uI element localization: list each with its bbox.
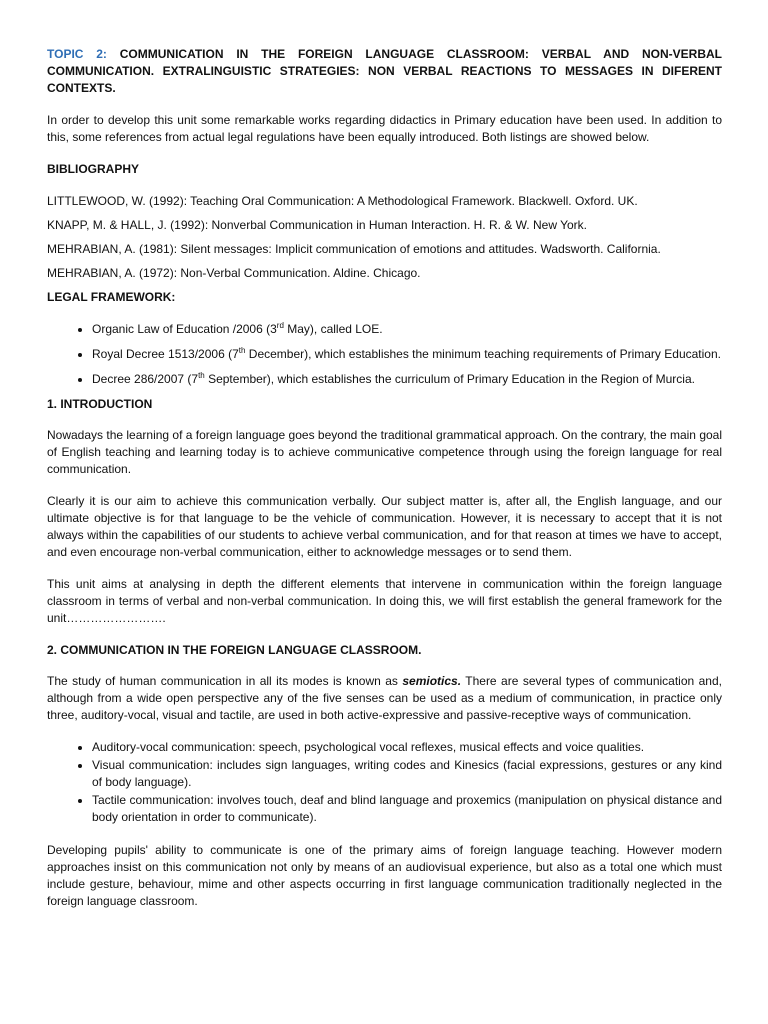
- paragraph-text: The study of human communication in all its modes is known as: [47, 674, 403, 688]
- topic-label: TOPIC 2:: [47, 47, 107, 61]
- communication-types-list: [47, 739, 722, 826]
- semiotics-term: semiotics.: [402, 674, 462, 688]
- section-1-paragraph: This unit aims at analysing in depth the different elements that intervene in communication within the foreign language classroom in terms of verbal and non-verbal communication. In doing this, we will first establish the general framework for the unit…………………….: [47, 577, 722, 625]
- legal-item-text: Decree 286/2007 (7: [92, 372, 199, 386]
- paragraph-text: There are several types of communication and, although from a wide open perspective any of the five senses can be used as a medium of communication, in practice only three, auditory-vocal, visual and tactile, are used in both active-expressive and passive-receptive ways of communication.: [47, 674, 722, 722]
- communication-type-item: • Tactile communication: involves touch, deaf and blind language and proxemics (manipulation on physical distance and body orientation in order to communicate).: [92, 792, 722, 826]
- legal-item-text: September), which establishes the curriculum of Primary Education in the Region of Murcia.: [204, 372, 695, 386]
- topic-title: [47, 46, 722, 97]
- bibliography-item: MEHRABIAN, A. (1972): Non-Verbal Communication. Aldine. Chicago.: [47, 266, 421, 280]
- intro-paragraph: In order to develop this unit some remarkable works regarding didactics in Primary education have been used. In addition to this, some references from actual legal regulations have been equally introduced. Both listings are showed below.: [47, 113, 722, 144]
- document-page: [47, 46, 722, 925]
- section-2-heading: 2. COMMUNICATION IN THE FOREIGN LANGUAGE CLASSROOM.: [47, 643, 422, 657]
- legal-item-text: May), called LOE.: [283, 322, 383, 336]
- section-1-heading: 1. INTRODUCTION: [47, 397, 153, 411]
- section-2-paragraph: [47, 673, 722, 724]
- bibliography-item: KNAPP, M. & HALL, J. (1992): Nonverbal Communication in Human Interaction. H. R. & W. New York.: [47, 218, 588, 232]
- legal-item-text: Royal Decree 1513/2006 (7: [92, 347, 239, 361]
- legal-framework-heading: LEGAL FRAMEWORK:: [47, 290, 176, 304]
- legal-item-sup: rd: [276, 321, 284, 330]
- bibliography-item: MEHRABIAN, A. (1981): Silent messages: Implicit communication of emotions and attitudes. Wadsworth. California.: [47, 242, 661, 256]
- section-1-paragraph: Nowadays the learning of a foreign language goes beyond the traditional grammatical approach. On the contrary, the main goal of English teaching and learning today is to achieve communicative competence through using the foreign language for real communication.: [47, 428, 722, 476]
- bibliography-item: LITTLEWOOD, W. (1992): Teaching Oral Communication: A Methodological Framework. Blackwell. Oxford. UK.: [47, 194, 638, 208]
- legal-item: [92, 346, 722, 363]
- legal-item-sup: th: [238, 346, 246, 355]
- section-1-paragraph: Clearly it is our aim to achieve this communication verbally. Our subject matter is, after all, the English language, and our ultimate objective is for that language to be the vehicle of communication. However, it is necessary to accept that it is not always within the capabilities of our students to achieve verbal communication, and for that reason at times we have to accept, and even encourage non-verbal communication, either to acknowledge messages or to send them.: [47, 494, 722, 559]
- legal-item-text: December), which establishes the minimum teaching requirements of Primary Education.: [245, 347, 721, 361]
- legal-item-sup: th: [198, 371, 205, 380]
- communication-type-item: • Auditory-vocal communication: speech, psychological vocal reflexes, musical effects and voice qualities.: [92, 739, 722, 756]
- legal-framework-list: [47, 321, 722, 388]
- communication-type-item: • Visual communication: includes sign languages, writing codes and Kinesics (facial expressions, gestures or any kind of body language).: [92, 757, 722, 791]
- legal-item: [92, 321, 722, 338]
- bibliography-heading: BIBLIOGRAPHY: [47, 162, 140, 176]
- section-2-paragraph: Developing pupils' ability to communicate is one of the primary aims of foreign language teaching. However modern approaches insist on this communication not only by means of an audiovisual experience, but also as a total one which must include gesture, behaviour, mime and other aspects occurring in first language communication traditionally neglected in the foreign language classroom.: [47, 843, 722, 908]
- legal-item: [92, 371, 722, 388]
- legal-item-text: Organic Law of Education /2006 (3: [92, 322, 277, 336]
- topic-heading: COMMUNICATION IN THE FOREIGN LANGUAGE CLASSROOM: VERBAL AND NON-VERBAL COMMUNICATION. EXTRALINGUISTIC STRATEGIES: NON VERBAL REACTIONS TO MESSAGES IN DIFERENT CONTEXTS.: [47, 47, 722, 95]
